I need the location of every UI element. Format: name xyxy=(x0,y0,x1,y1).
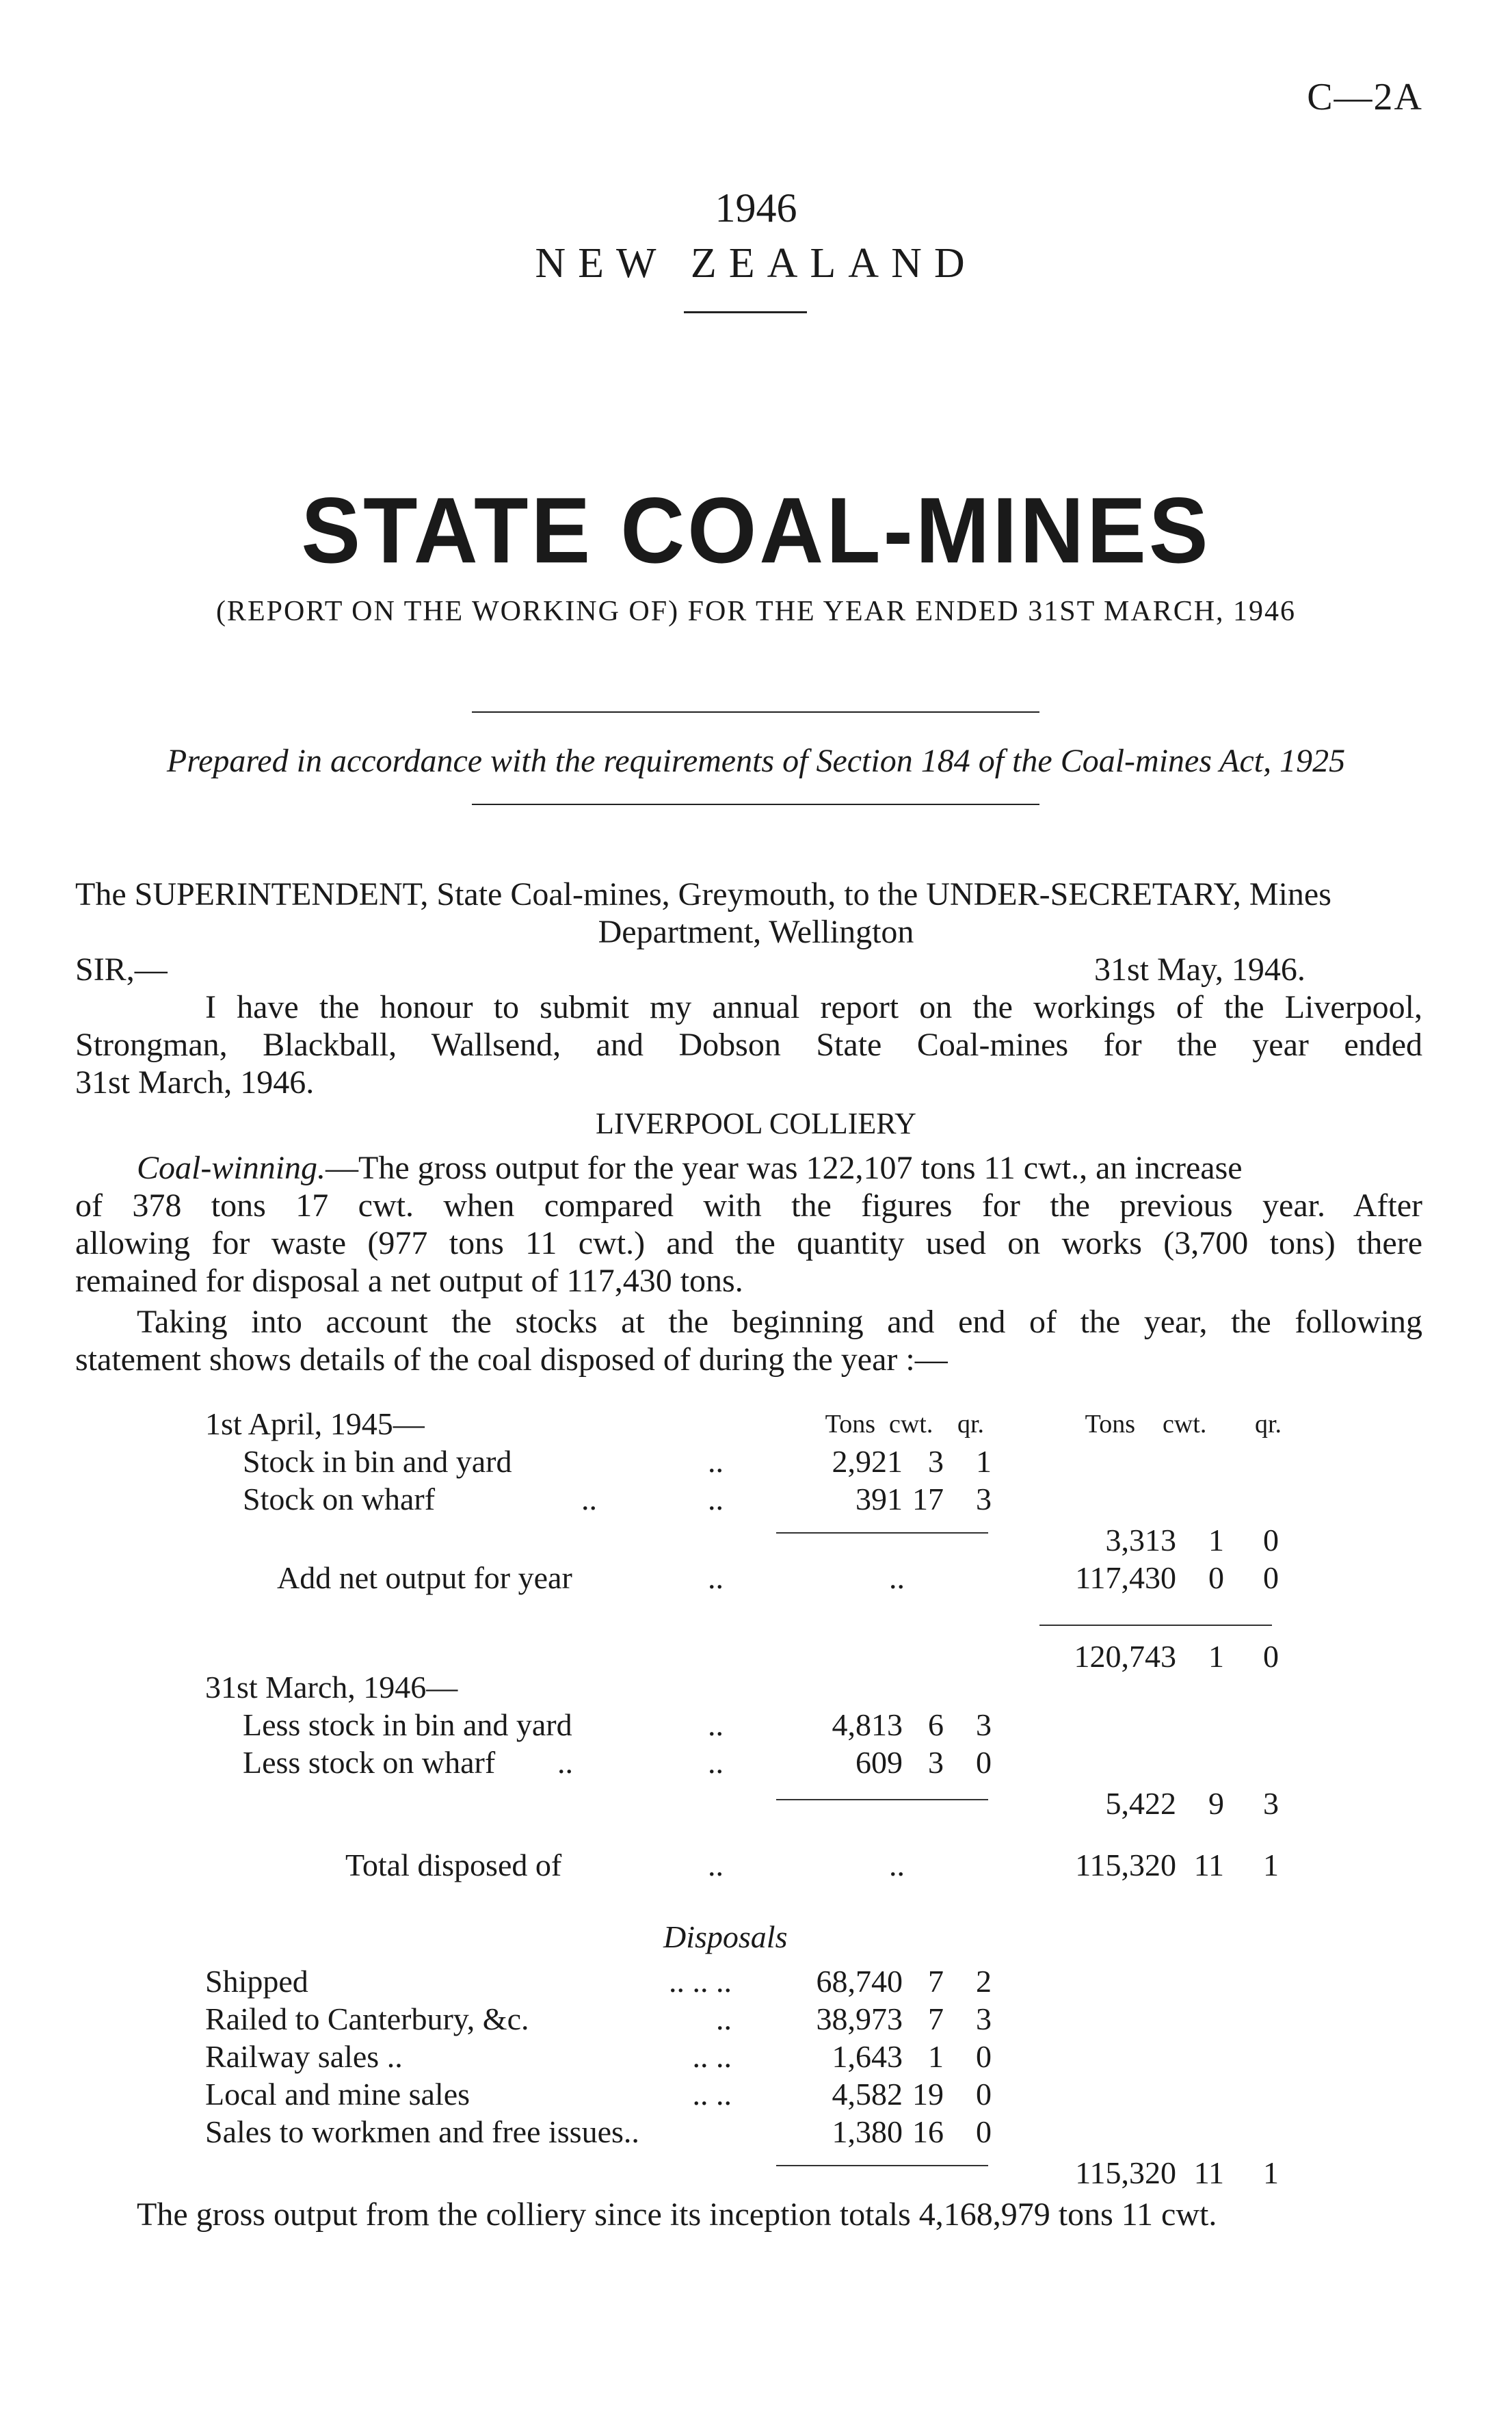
less-total-cwt: 9 xyxy=(1208,1786,1224,1821)
section-heading: LIVERPOOL COLLIERY xyxy=(596,1107,916,1140)
disposal-cwt: 1 xyxy=(928,2039,944,2074)
total-disposed-qr: 1 xyxy=(1263,1848,1279,1882)
stock-end-label: 31st March, 1946— xyxy=(205,1670,458,1705)
page-title: STATE COAL-MINES xyxy=(301,477,1211,583)
disposal-label: Railed to Canterbury, &c. xyxy=(205,2001,529,2036)
subtotal-rule-1 xyxy=(776,1532,988,1534)
disposal-dots: .. xyxy=(716,2001,732,2036)
sum-tons: 120,743 xyxy=(1074,1639,1176,1674)
coal-winning-line-4: remained for disposal a net output of 117,430 tons. xyxy=(75,1263,743,1299)
disposal-qr: 3 xyxy=(976,2001,992,2036)
stock-wharf-cwt: 17 xyxy=(912,1482,944,1516)
total-disposed-dots-2: .. xyxy=(889,1848,905,1882)
disposal-label: Local and mine sales xyxy=(205,2077,470,2112)
sum-qr: 0 xyxy=(1263,1639,1279,1674)
disposal-label: Sales to workmen and free issues.. xyxy=(205,2114,639,2149)
disposal-qr: 0 xyxy=(976,2114,992,2149)
less-wharf-label: Less stock on wharf xyxy=(243,1745,496,1780)
stock-bin-cwt: 3 xyxy=(928,1444,944,1479)
less-wharf-cwt: 3 xyxy=(928,1745,944,1780)
disposal-tons: 38,973 xyxy=(816,2001,903,2036)
less-bin-qr: 3 xyxy=(976,1707,992,1742)
disposals-total-cwt: 11 xyxy=(1193,2155,1224,2190)
page-subtitle: (REPORT ON THE WORKING OF) FOR THE YEAR ENDED 31ST MARCH, 1946 xyxy=(215,596,1297,627)
header-qr-inner: qr. xyxy=(957,1410,985,1438)
less-total-qr: 3 xyxy=(1263,1786,1279,1821)
coal-winning-text: —The gross output for the year was 122,107 tons 11 cwt., an increase xyxy=(326,1150,1243,1186)
less-bin-cwt: 6 xyxy=(928,1707,944,1742)
disposals-rule xyxy=(776,2165,988,2166)
stock-bin-tons: 2,921 xyxy=(832,1444,903,1479)
disposal-qr: 2 xyxy=(976,1964,992,1999)
coal-winning-line-1 xyxy=(137,1149,1422,1187)
less-bin-tons: 4,813 xyxy=(832,1707,903,1742)
stock-total-qr: 0 xyxy=(1263,1523,1279,1558)
document-year: 1946 xyxy=(715,185,797,231)
disposals-total-tons: 115,320 xyxy=(1075,2155,1176,2190)
disposals-total-qr: 1 xyxy=(1263,2155,1279,2190)
disposal-cwt: 16 xyxy=(912,2114,944,2149)
net-output-cwt: 0 xyxy=(1208,1560,1224,1595)
stock-bin-dots: .. xyxy=(708,1444,724,1479)
total-disposed-dots-1: .. xyxy=(708,1848,724,1882)
country-heading: NEW ZEALAND xyxy=(535,240,977,287)
closing-sentence: The gross output from the colliery since its inception totals 4,168,979 tons 11 cwt. xyxy=(137,2196,1217,2233)
disposal-dots: .. .. xyxy=(692,2039,732,2074)
disposal-cwt: 19 xyxy=(912,2077,944,2112)
prepared-note: Prepared in accordance with the requirements of Section 184 of the Coal-mines Act, 1925 xyxy=(166,743,1346,779)
less-wharf-dots-2: .. xyxy=(708,1745,724,1780)
less-bin-label: Less stock in bin and yard xyxy=(243,1707,572,1742)
stock-wharf-qr: 3 xyxy=(976,1482,992,1516)
disposal-qr: 0 xyxy=(976,2039,992,2074)
address-line-1: The SUPERINTENDENT, State Coal-mines, Greymouth, to the UNDER-SECRETARY, Mines xyxy=(75,876,1331,912)
salutation: SIR,— xyxy=(75,951,168,988)
less-bin-dots: .. xyxy=(708,1707,724,1742)
net-output-qr: 0 xyxy=(1263,1560,1279,1595)
disposal-cwt: 7 xyxy=(928,1964,944,1999)
header-cwt-inner: cwt. xyxy=(889,1410,933,1438)
stock-bin-label: Stock in bin and yard xyxy=(243,1444,512,1479)
disposal-dots: .. .. .. xyxy=(669,1964,732,1999)
stock-wharf-label: Stock on wharf xyxy=(243,1482,436,1516)
stock-wharf-tons: 391 xyxy=(856,1482,903,1516)
stock-wharf-dots-1: .. xyxy=(581,1482,597,1516)
intro-line-1: I have the honour to submit my annual report on the workings of the Liverpool, xyxy=(205,989,1422,1025)
disposal-tons: 1,380 xyxy=(832,2114,903,2149)
less-wharf-tons: 609 xyxy=(856,1745,903,1780)
sum-rule-1 xyxy=(1039,1625,1272,1626)
net-output-dots-2: .. xyxy=(889,1560,905,1595)
sum-cwt: 1 xyxy=(1208,1639,1224,1674)
header-divider xyxy=(684,311,807,313)
header-cwt-outer: cwt. xyxy=(1163,1410,1207,1438)
coal-winning-label: Coal-winning. xyxy=(137,1150,326,1186)
stock-wharf-dots-2: .. xyxy=(708,1482,724,1516)
intro-line-3: 31st March, 1946. xyxy=(75,1064,315,1101)
disposal-label: Shipped xyxy=(205,1964,308,1999)
less-wharf-dots-1: .. xyxy=(557,1745,573,1780)
stock-total-tons: 3,313 xyxy=(1105,1523,1176,1558)
coal-winning-line-3: allowing for waste (977 tons 11 cwt.) and the quantity used on works (3,700 tons) there xyxy=(75,1225,1422,1261)
disposal-tons: 68,740 xyxy=(816,1964,903,1999)
prepared-top-rule xyxy=(472,711,1039,713)
net-output-dots-1: .. xyxy=(708,1560,724,1595)
total-disposed-label: Total disposed of xyxy=(345,1848,562,1882)
less-total-tons: 5,422 xyxy=(1105,1786,1176,1821)
less-wharf-qr: 0 xyxy=(976,1745,992,1780)
letter-date: 31st May, 1946. xyxy=(1094,951,1305,988)
coal-winning-line-2: of 378 tons 17 cwt. when compared with the figures for the previous year. After xyxy=(75,1187,1422,1224)
disposal-dots: .. .. xyxy=(692,2077,732,2112)
disposal-qr: 0 xyxy=(976,2077,992,2112)
disposal-tons: 4,582 xyxy=(832,2077,903,2112)
intro-line-2: Strongman, Blackball, Wallsend, and Dobson State Coal-mines for the year ended xyxy=(75,1027,1422,1063)
page-reference: C—2A xyxy=(1307,76,1423,118)
header-tons-outer: Tons xyxy=(1085,1410,1135,1438)
taking-line-2: statement shows details of the coal disposed of during the year :— xyxy=(75,1341,948,1378)
disposal-tons: 1,643 xyxy=(832,2039,903,2074)
header-tons-inner: Tons xyxy=(825,1410,875,1438)
header-qr-outer: qr. xyxy=(1255,1410,1282,1438)
disposal-cwt: 7 xyxy=(928,2001,944,2036)
total-disposed-cwt: 11 xyxy=(1193,1848,1224,1882)
total-disposed-tons: 115,320 xyxy=(1075,1848,1176,1882)
disposal-label: Railway sales .. xyxy=(205,2039,403,2074)
prepared-bottom-rule xyxy=(472,804,1039,805)
net-output-label: Add net output for year xyxy=(277,1560,572,1595)
stock-start-label: 1st April, 1945— xyxy=(205,1406,425,1441)
taking-line-1: Taking into account the stocks at the beginning and end of the year, the following xyxy=(137,1304,1422,1340)
disposals-heading: Disposals xyxy=(663,1919,788,1954)
subtotal-rule-2 xyxy=(776,1799,988,1800)
address-line-2: Department, Wellington xyxy=(598,914,914,950)
net-output-tons: 117,430 xyxy=(1075,1560,1176,1595)
stock-bin-qr: 1 xyxy=(976,1444,992,1479)
stock-total-cwt: 1 xyxy=(1208,1523,1224,1558)
